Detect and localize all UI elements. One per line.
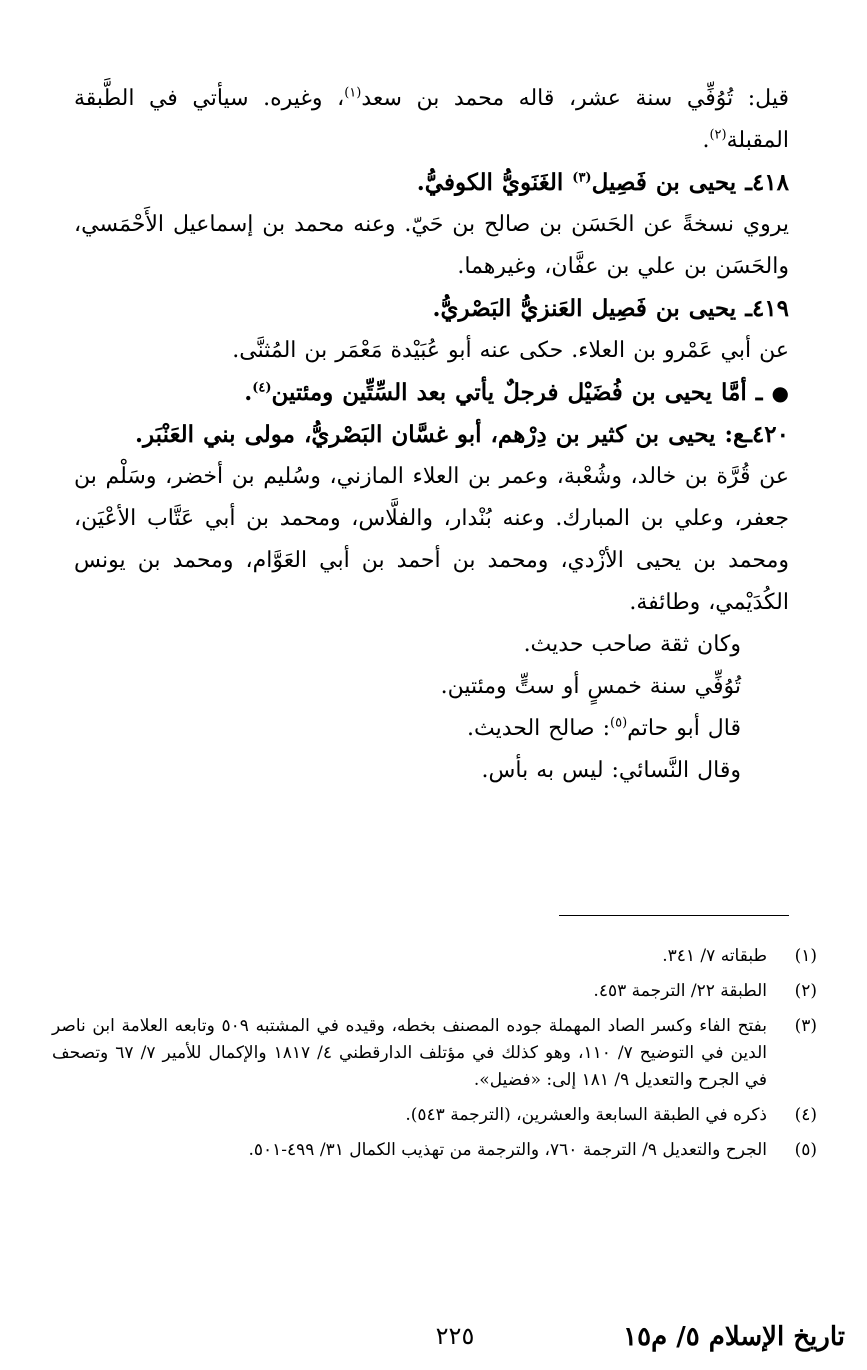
text-run: ، وغيره. سيأتي في الطَّبقة المقبلة (74, 86, 789, 153)
text-run: وقال النَّسائي: ليس به بأس. (481, 758, 741, 783)
text-run: قال أبو حاتم (627, 716, 741, 741)
paragraph-420-abuhatim (74, 708, 789, 750)
entry-heading-420 (74, 414, 789, 456)
bullet-icon: ● (771, 381, 789, 405)
entry-number: ٤١٩ـ (745, 295, 789, 322)
footnote-text: بفتح الفاء وكسر الصاد المهملة جوده المصنف بخطه، وقيده في المشتبه ٥٠٩ وتابعه العلامة ابن ناصر الدين في التوضيح ٧/ ١١٠، وهو كذلك في مؤتلف الدارقطني ٤/ ١٨١٧ والإكمال للأمير ٧/ ٦٧ وتصحف في الجرح والتعديل ٩/ ١٨١ إلى: «فضيل». (52, 1016, 768, 1090)
footnote-text: ذكره في الطبقة السابعة والعشرين، (الترجمة ٥٤٣). (405, 1105, 767, 1125)
paragraph-420-nasai (74, 750, 789, 792)
footnote-text: الطبقة ٢٢/ الترجمة ٤٥٣. (593, 981, 767, 1001)
text-run: وكان ثقة صاحب حديث. (523, 632, 741, 657)
footnote-ref: (٣) (572, 170, 592, 186)
text-run: ـ أمَّا يحيى بن فُضَيْل فرجلٌ يأتي بعد السِّتِّين ومئتين (271, 379, 763, 406)
footnote-ref: (٤) (252, 380, 272, 396)
text-run: : صالح الحديث. (467, 716, 610, 741)
page-number: ٢٢٥ (435, 1322, 475, 1350)
text-run: عن قُرَّة بن خالد، وشُعْبة، وعمر بن العلاء المازني، وسُليم بن أخضر، وسَلْم بن جعفر، وعلي بن المبارك. وعنه بُنْدار، والفلَّاس، ومحمد بن أبي عَتَّاب الأعْيَن، ومحمد بن يحيى الأزْدي، ومحمد بن أحمد بن أبي العَوَّام، ومحمد بن يونس الكُدَيْمي، وطائفة. (74, 464, 789, 615)
paragraph-420-body (74, 456, 789, 624)
paragraph-419-body (74, 330, 789, 372)
footnote-number: (٥) (794, 1140, 817, 1160)
paragraph-intro (74, 78, 789, 162)
note-bullet-line (74, 372, 789, 414)
footnote-4 (52, 1102, 817, 1129)
main-text (74, 78, 789, 792)
text-run: . (244, 379, 253, 406)
footnote-3 (52, 1013, 817, 1094)
footnote-1 (52, 943, 817, 970)
text-run: . (702, 128, 710, 153)
entry-name: يحيى بن فَصِيل العَنزيُّ البَصْريُّ. (432, 295, 737, 322)
paragraph-418-body (74, 204, 789, 288)
footnote-5 (52, 1137, 817, 1164)
footnote-number: (٤) (794, 1105, 817, 1125)
footnote-2 (52, 978, 817, 1005)
text-run: عن أبي عَمْرو بن العلاء. حكى عنه أبو عُبَيْدة مَعْمَر بن المُثنَّى. (232, 338, 789, 363)
entry-name: ع: يحيى بن كثير بن دِرْهم، أبو غسَّان البَصْريُّ، مولى بني العَنْبَر. (134, 421, 746, 448)
entry-heading-418 (74, 162, 789, 204)
paragraph-420-trust (74, 624, 789, 666)
footnote-ref: (١) (344, 85, 362, 101)
entry-name-rest: الغَنَويُّ الكوفيُّ. (416, 169, 564, 196)
paragraph-420-death (74, 666, 789, 708)
running-footer-title: تاريخ الإسلام ٥/ م١٥ (623, 1322, 845, 1352)
text-run: تُوُفِّي سنة خمسٍ أو ستٍّ ومئتين. (440, 674, 741, 699)
footnote-number: (٣) (794, 1016, 817, 1036)
entry-number: ٤٢٠ـ (745, 421, 789, 448)
footnote-number: (٢) (794, 981, 817, 1001)
footnote-ref: (٢) (709, 127, 727, 143)
text-run: يروي نسخةً عن الحَسَن بن صالح بن حَيّ. وعنه محمد بن إسماعيل الأَحْمَسي، والحَسَن بن علي بن عفَّان، وغيرهما. (74, 212, 789, 279)
text-run: قيل: تُوُفِّي سنة عشر، قاله محمد بن سعد (361, 86, 789, 111)
footnote-number: (١) (794, 946, 817, 966)
entry-number: ٤١٨ـ (745, 169, 789, 196)
entry-heading-419 (74, 288, 789, 330)
footnote-text: طبقاته ٧/ ٣٤١. (662, 946, 767, 966)
footnotes (52, 943, 817, 1172)
entry-name: يحيى بن فَصِيل (591, 169, 737, 196)
footnote-ref: (٥) (610, 715, 628, 731)
footnote-text: الجرح والتعديل ٩/ الترجمة ٧٦٠، والترجمة من تهذيب الكمال ٣١/ ٤٩٩-٥٠١. (248, 1140, 767, 1160)
footnote-divider (559, 915, 789, 916)
